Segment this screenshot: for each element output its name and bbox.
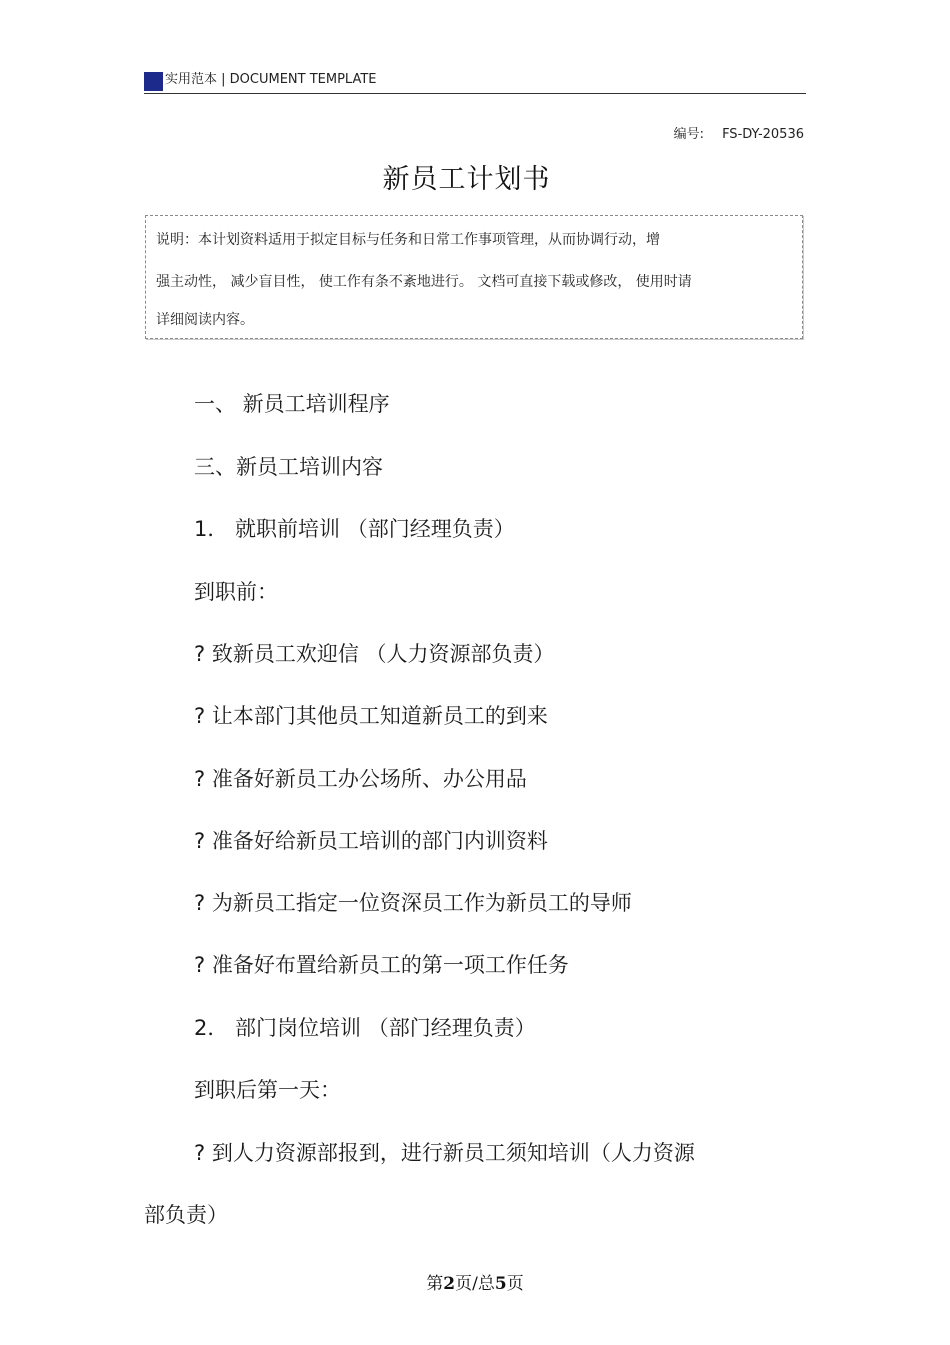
list-item: ? 让本部门其他员工知道新员工的到来 [194, 704, 548, 728]
paragraph-line: 到职后第一天： [194, 1078, 341, 1102]
list-item-continuation: 部负责） [144, 1203, 228, 1227]
document-number-label: 编号: [673, 127, 705, 142]
footer-prefix: 第 [426, 1274, 444, 1294]
list-item: ? 致新员工欢迎信 （人力资源部负责） [194, 642, 555, 666]
paragraph-line: 到职前： [194, 580, 278, 604]
subsection-heading-department-training: 2． 部门岗位培训 （部门经理负责） [194, 1016, 536, 1040]
description-line: 详细阅读内容。 [156, 312, 254, 328]
footer-total-pages: 5 [494, 1274, 507, 1294]
page-header [144, 70, 806, 94]
document-number [674, 127, 804, 143]
list-item: ? 准备好给新员工培训的部门内训资料 [194, 829, 548, 853]
document-number-value: FS-DY-20536 [722, 127, 804, 142]
subsection-heading-pre-employment: 1． 就职前培训 （部门经理负责） [194, 517, 515, 541]
document-title: 新员工计划书 [382, 164, 551, 195]
footer-middle: 页/总 [455, 1274, 495, 1294]
description-line: 说明：本计划资料适用于拟定目标与任务和日常工作事项管理，从而协调行动，增 [156, 232, 660, 248]
list-item: ? 到人力资源部报到，进行新员工须知培训（人力资源 [194, 1141, 695, 1165]
description-box [145, 215, 803, 339]
footer-suffix: 页 [506, 1274, 524, 1294]
header-text: 实用范本 | DOCUMENT TEMPLATE [165, 72, 377, 87]
description-line: 强主动性， 减少盲目性， 使工作有条不紊地进行。 文档可直接下载或修改， 使用时请 [156, 274, 692, 290]
list-item: ? 准备好布置给新员工的第一项工作任务 [194, 953, 569, 977]
logo-square-icon [144, 72, 163, 91]
section-heading-training-procedure: 一、 新员工培训程序 [194, 392, 390, 416]
page-footer [0, 1273, 950, 1295]
section-heading-training-content: 三、新员工培训内容 [194, 455, 383, 479]
footer-current-page: 2 [443, 1274, 456, 1294]
list-item: ? 准备好新员工办公场所、办公用品 [194, 767, 527, 791]
list-item: ? 为新员工指定一位资深员工作为新员工的导师 [194, 891, 632, 915]
